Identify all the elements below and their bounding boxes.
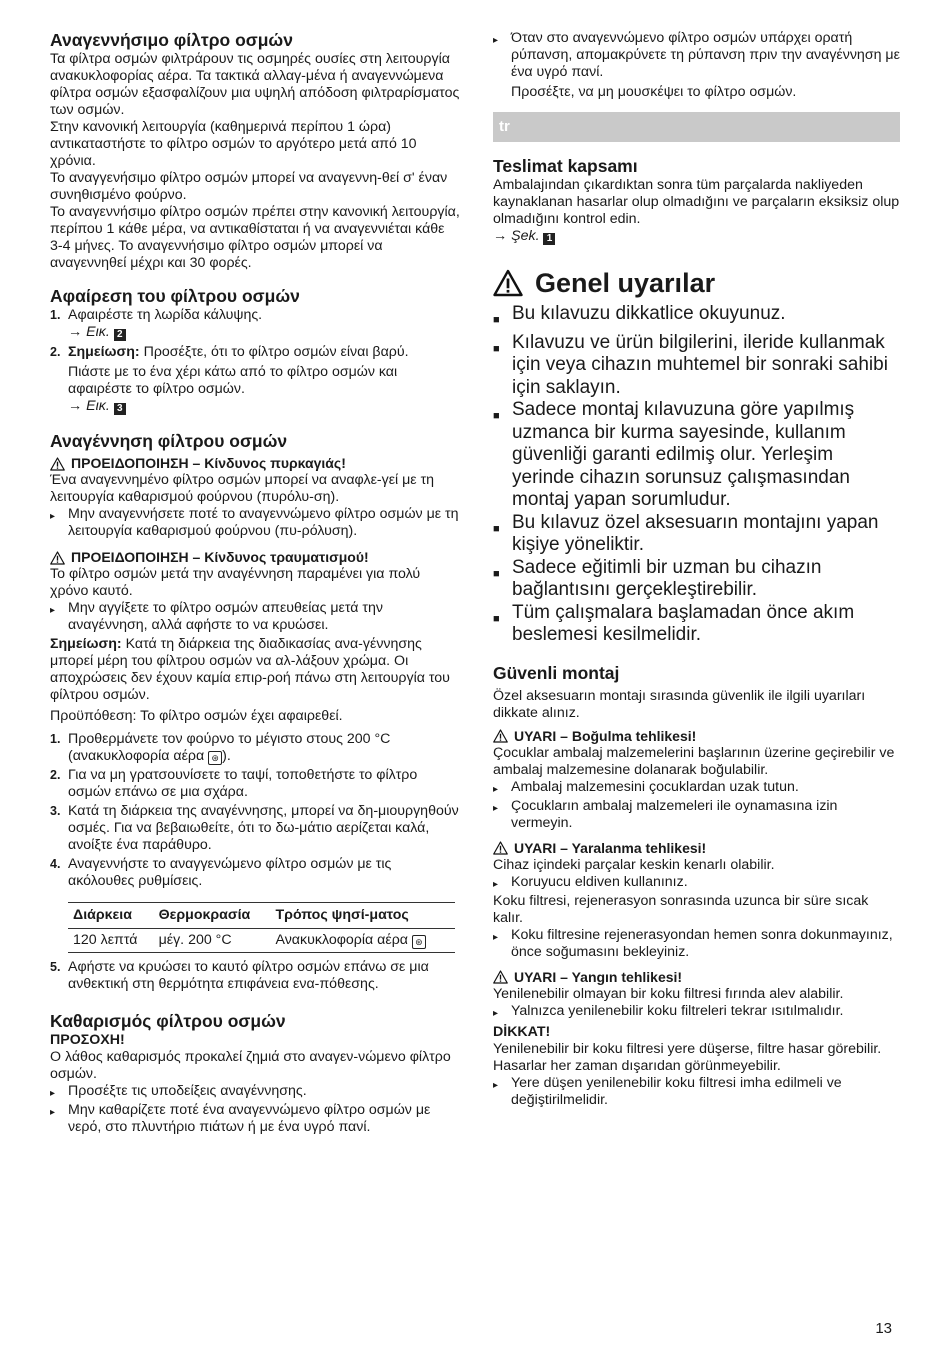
- warning-triangle-icon: [50, 457, 65, 471]
- triangle-bullet: ▸: [493, 802, 499, 814]
- list-item: ▸ Yalnızca yenilenebilir koku filtreleri tekrar ısıtılmalıdır.: [493, 1003, 900, 1022]
- step-item: 3. Κατά τη διάρκεια της αναγέννησης, μπορεί να δη-μιουργηθούν οσμές. Για να βεβαιωθείτε, ότι το δω-μάτιο αερίζεται καλά, ανοίξτε ένα παράθυρο.: [50, 803, 459, 853]
- table-header-row: Διάρκεια Θερμοκρασία Τρόπος ψησί-ματος: [68, 903, 455, 929]
- warning-triangle-icon: [493, 729, 508, 743]
- list-item: ■ Bu kılavuzu dikkatlice okuyunuz.: [493, 303, 900, 332]
- square-bullet: ■: [493, 567, 500, 580]
- note: Σημείωση: Κατά τη διάρκεια της διαδικασίας ανα-γέννησης μπορεί μέρη του φίλτρου οσμών να αλ-λάξουν χρώμα. Οι αποχρώσεις δεν έχουν καμία επιρ-ροή πάνω στη λειτουργία του φίλτρου οσμών.: [50, 636, 450, 703]
- triangle-bullet: ▸: [493, 931, 499, 943]
- list-item: ▸ Μην καθαρίζετε ποτέ ένα αναγεννώμενο φίλτρο οσμών με νερό, στο πλυντήριο πιάτων ή με ένα υγρό πανί.: [50, 1102, 431, 1135]
- settings-table: [68, 902, 455, 953]
- paragraph: Özel aksesuarın montajı sırasında güvenlik ile ilgili uyarıları dikkate alınız.: [493, 687, 866, 721]
- triangle-bullet: ▸: [50, 1088, 56, 1099]
- triangle-bullet: ▸: [493, 783, 499, 795]
- fan-icon: ⊛: [208, 751, 222, 765]
- step-item: 2. Για να μη γρατσουνίσετε το ταψί, τοποθετήστε το φίλτρο οσμών επάνω σε μια σχάρα.: [50, 767, 418, 800]
- square-bullet: ■: [493, 612, 500, 625]
- paragraph: Το αναγγενήσιμο φίλτρο οσμών μπορεί να αναγεννη-θεί σ' έναν συνηθισμένο φούρνο.: [50, 170, 448, 203]
- list-item: ▸ Μην αγγίξετε το φίλτρο οσμών απευθείας μετά την αναγέννηση, αλλά αφήστε το να κρυώσει.: [50, 600, 384, 633]
- triangle-bullet: ▸: [50, 1107, 56, 1118]
- list-item: ■ Bu kılavuz özel aksesuarın montajını yapan kişiye yöneliktir.: [493, 511, 879, 555]
- warning-title: UYARI – Yangın tehlikesi!: [493, 969, 900, 986]
- square-bullet: ■: [493, 314, 500, 326]
- triangle-bullet: ▸: [493, 1007, 499, 1019]
- warning-text: Koku filtresi, rejenerasyon sonrasında uzunca bir süre sıcak kalır.: [493, 892, 869, 926]
- paragraph: Το αναγεννήσιμο φίλτρο οσμών πρέπει στην κανονική λειτουργία, περίπου 1 κάθε μέρα, να αντικαθίσταται ή να αναγεννιέται κάθε 3-4 μήνες. Το αναγεννήσιμο φίλτρο οσμών μπορεί να αναγεννηθεί μέχρι και 30 φορές.: [50, 204, 460, 271]
- list-item: ▸ Όταν στο αναγεννώμενο φίλτρο οσμών υπάρχει ορατή ρύπανση, απομακρύνετε τη ρύπανση πριν την αναγέννηση με ένα υγρό πανί.: [493, 30, 900, 80]
- square-bullet: ■: [493, 342, 500, 355]
- list-item: ■ Kılavuzu ve ürün bilgilerini, ileride kullanmak için veya cihazın muhtemel bir sonraki sahibi için saklayın.: [493, 331, 888, 398]
- step-continuation: Πιάστε με το ένα χέρι κάτω από το φίλτρο οσμών και αφαιρέστε το φίλτρο οσμών. → Εικ. 3: [68, 364, 398, 414]
- warning-text: Ένα αναγεννημένο φίλτρο οσμών μπορεί να αναφλε-γεί με τη λειτουργία καθαρισμού φούρνου (πυρόλυ-ση).: [50, 472, 435, 505]
- list-item: ▸ Koruyucu eldiven kullanınız.: [493, 874, 900, 893]
- paragraph: Στην κανονική λειτουργία (καθημερινά περίπου 1 ώρα) αντικαταστήστε το φίλτρο οσμών το αργότερο μετά από 10 χρόνια.: [50, 119, 417, 169]
- language-bar: tr: [493, 112, 900, 142]
- square-bullet: ■: [493, 410, 500, 422]
- section-heading: Αναγεννήσιμο φίλτρο οσμών: [50, 30, 293, 50]
- warning-text: Çocuklar ambalaj malzemelerini başlarının üzerine geçirebilir ve ambalaj malzemesine dolanarak boğulabilir.: [493, 744, 895, 778]
- step-item: 5. Αφήστε να κρυώσει το καυτό φίλτρο οσμών επάνω σε μια ανθεκτική στη θερμότητα επιφάνεια ενα-πόθεσης.: [50, 959, 429, 992]
- paragraph: Ambalajından çıkardıktan sonra tüm parçalarda nakliyeden kaynaklanan hasarlar olup olmadığını ve parçaların eksiksiz olup olmadığını kontrol edin. → Şek. 1: [493, 177, 900, 244]
- step-item: 1. Προθερμάνετε τον φούρνο το μέγιστο στους 200 °C (ανακυκλοφορία αέρα ⊛ ).: [50, 731, 391, 764]
- list-item: ▸ Koku filtresine rejenerasyondan hemen sonra dokunmayınız, önce soğumasını bekleyiniz.: [493, 926, 893, 960]
- list-item: ■ Sadece montaj kılavuzuna göre yapılmış uzmanca bir kurma sayesinde, kullanım güvenliği garanti edilmiş olur. Yerleşim yerinde cihazın sorunsuz çalışmasından montaj yapan sorumludur.: [493, 399, 855, 510]
- section-heading: Güvenli montaj: [493, 662, 620, 683]
- section-heading: Καθαρισμός φίλτρου οσμών: [50, 1011, 286, 1031]
- figure-ref-badge: 2: [114, 329, 126, 341]
- warning-title: ΠΡΟΕΙΔΟΠΟΙΗΣΗ – Κίνδυνος πυρκαγιάς!: [50, 455, 460, 472]
- triangle-bullet: ▸: [50, 511, 56, 522]
- step-item: 4. Αναγεννήστε το αναγγενώμενο φίλτρο οσμών με τις ακόλουθες ρυθμίσεις.: [50, 856, 392, 889]
- table-row: 120 λεπτά μέγ. 200 °C Ανακυκλοφορία αέρα ⊛: [68, 929, 455, 953]
- triangle-bullet: ▸: [50, 605, 56, 616]
- list-item: ▸ Çocukların ambalaj malzemeleri ile oynamasına izin vermeyin.: [493, 797, 838, 831]
- paragraph: Τα φίλτρα οσμών φιλτράρουν τις οσμηρές ουσίες στη λειτουργία ανακυκλοφορίας αέρα. Τα τακτικά αλλαγ-μένα ή αναγεννώμενα φίλτρα οσμών εξασφαλίζουν μια υψηλή απόδοση φιλτραρίσματος των οσμών.: [50, 51, 460, 118]
- warning-triangle-icon: [493, 970, 508, 984]
- precondition: Προϋπόθεση: Το φίλτρο οσμών έχει αφαιρεθεί.: [50, 708, 343, 724]
- caution-text: Yenilenebilir bir koku filtresi yere düşerse, filtre hasar görebilir. Hasarlar her zaman dışarıdan görünmeyebilir.: [493, 1040, 882, 1074]
- right-column: [493, 30, 900, 1109]
- list-item: ■ Tüm çalışmalara başlamadan önce akım beslemesi kesilmelidir.: [493, 601, 855, 645]
- caution-text: Ο λάθος καθαρισμός προκαλεί ζημιά στο αναγεν-νώμενο φίλτρο οσμών.: [50, 1049, 451, 1082]
- section-heading: Teslimat kapsamı: [493, 156, 638, 176]
- warning-title: UYARI – Boğulma tehlikesi!: [493, 728, 900, 745]
- list-item: ▸ Ambalaj malzemesini çocuklardan uzak tutun.: [493, 779, 900, 798]
- triangle-bullet: ▸: [493, 35, 499, 46]
- square-bullet: ■: [493, 522, 500, 535]
- caution-label: ΠΡΟΣΟΧΗ!: [50, 1032, 125, 1048]
- figure-ref-badge: 3: [114, 403, 126, 415]
- list-item: ▸ Προσέξτε τις υποδείξεις αναγέννησης.: [50, 1083, 460, 1102]
- list-item: ▸ Μην αναγεννήσετε ποτέ το αναγεννώμενο φίλτρο οσμών με τη λειτουργία καθαρισμού φούρνου (πυ-ρόλυση).: [50, 506, 459, 539]
- fan-icon: ⊛: [412, 935, 426, 949]
- warning-text: Yenilenebilir olmayan bir koku filtresi fırında alev alabilir.: [493, 985, 844, 1002]
- list-item: ▸ Yere düşen yenilenebilir koku filtresi imha edilmeli ve değiştirilmelidir.: [493, 1074, 842, 1108]
- step-item: 1. Αφαιρέστε τη λωρίδα κάλυψης. → Εικ. 2: [50, 307, 263, 340]
- triangle-bullet: ▸: [493, 1079, 499, 1091]
- warning-text: Το φίλτρο οσμών μετά την αναγέννηση παραμένει για πολύ χρόνο καυτό.: [50, 566, 421, 599]
- warning-title: UYARI – Yaralanma tehlikesi!: [493, 840, 900, 857]
- section-heading: Αναγέννηση φίλτρου οσμών: [50, 431, 288, 451]
- paragraph: Προσέξτε, να μη μουσκέψει το φίλτρο οσμών.: [511, 84, 797, 100]
- warning-text: Cihaz içindeki parçalar keskin kenarlı olabilir.: [493, 856, 775, 873]
- warning-triangle-icon: [50, 551, 65, 565]
- figure-ref-badge: 1: [543, 233, 555, 245]
- step-item: 2. Σημείωση: Προσέξτε, ότι το φίλτρο οσμών είναι βαρύ.: [50, 344, 409, 360]
- warning-title: ΠΡΟΕΙΔΟΠΟΙΗΣΗ – Κίνδυνος τραυματισμού!: [50, 549, 460, 566]
- caution-label: DİKKAT!: [493, 1023, 551, 1040]
- triangle-bullet: ▸: [493, 878, 499, 890]
- section-heading: Αφαίρεση του φίλτρου οσμών: [50, 286, 300, 306]
- list-item: ■ Sadece eğitimli bir uzman bu cihazın bağlantısını gerçekleştirebilir.: [493, 556, 822, 600]
- left-column: [50, 30, 460, 1136]
- main-heading: Genel uyarılar: [493, 267, 900, 299]
- warning-triangle-icon: [493, 269, 523, 297]
- page-number: 13: [875, 1320, 892, 1337]
- general-warnings-list: [493, 303, 900, 647]
- warning-triangle-icon: [493, 841, 508, 855]
